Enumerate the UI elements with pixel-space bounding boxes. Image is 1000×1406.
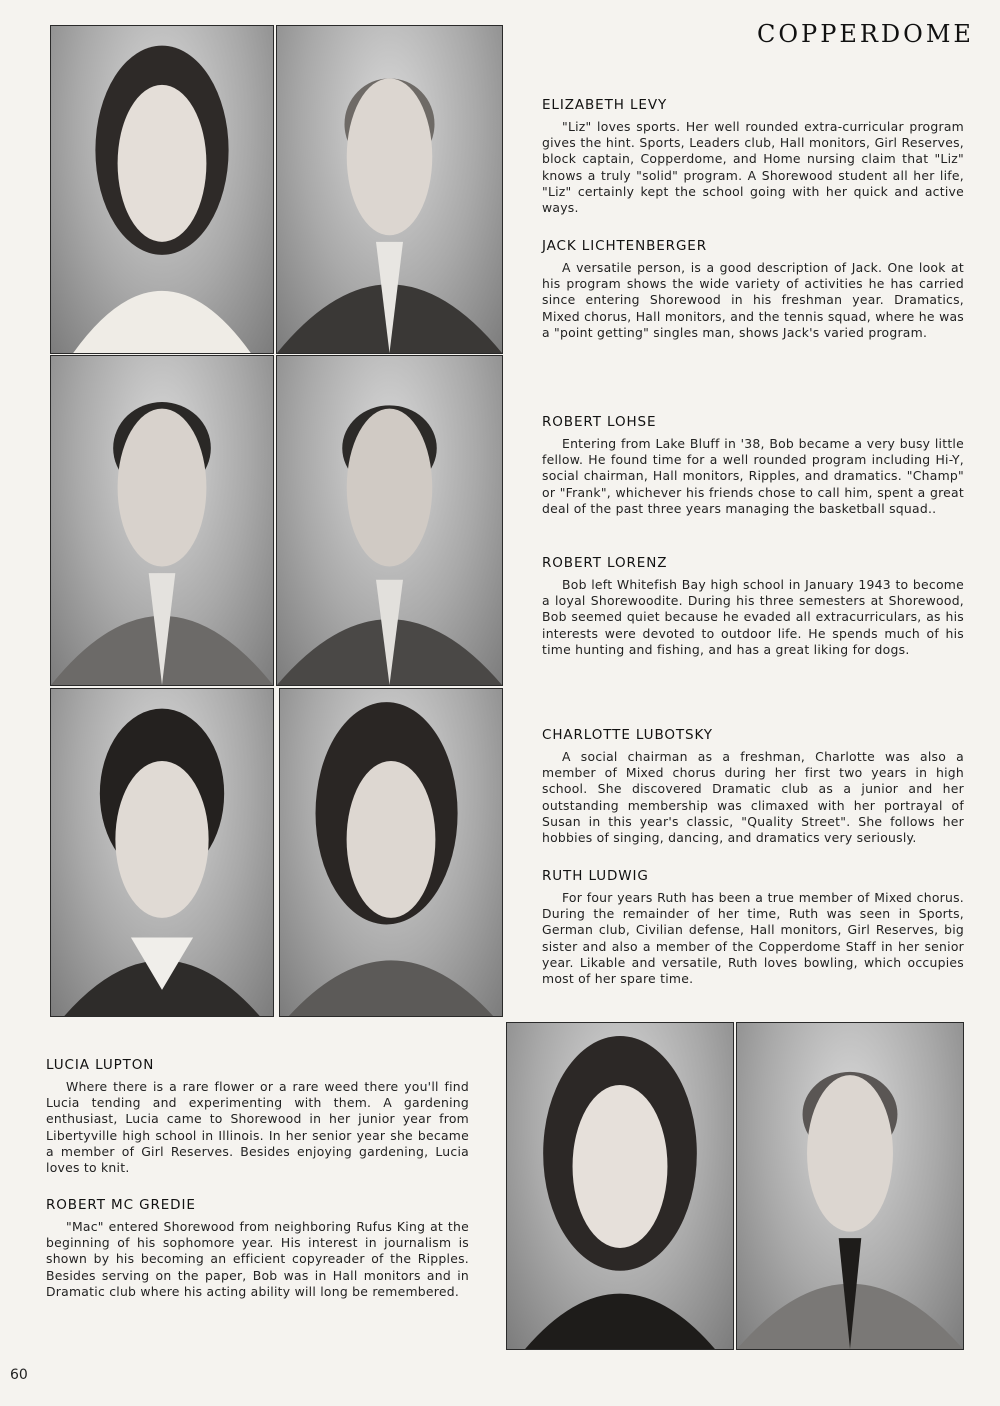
entry-name: CHARLOTTE LUBOTSKY <box>542 727 713 743</box>
entry-name: ROBERT MC GREDIE <box>46 1197 196 1213</box>
entry-name: ROBERT LOHSE <box>542 414 657 430</box>
entry-description: A social chairman as a freshman, Charlotte was also a member of Mixed chorus during her first two years in high school. She discovered Dramatic club as a junior and her outstanding membership was climaxed with her portrayal of Susan in this year's classic, "Quality Street". She follows her hobbies of singing, dancing, and dramatics very seriously. <box>542 749 964 846</box>
female-portrait-icon <box>51 26 273 353</box>
portrait-photo-charlotte-lubotsky <box>50 688 274 1017</box>
entry-description: Bob left Whitefish Bay high school in January 1943 to become a loyal Shorewoodite. During his three semesters at Shorewood, Bob seemed quiet because he evaded all extracurriculars, as his interests were devoted to outdoor life. He spends much of his time hunting and fishing, and has a great liking for dogs. <box>542 577 964 657</box>
male-portrait-icon <box>277 26 502 353</box>
female-portrait-icon <box>51 689 273 1016</box>
portrait-photo-jack-lichtenberger <box>276 25 503 354</box>
entry-name: RUTH LUDWIG <box>542 868 649 884</box>
entry-description: A versatile person, is a good description of Jack. One look at his program shows the wide variety of activities he has carried since entering Shorewood in his freshman year. Dramatics, Mixed chorus, Hall monitors, and the tennis squad, where he was a "point getting" singles man, shows Jack's varied program. <box>542 260 964 340</box>
female-portrait-icon <box>280 689 502 1016</box>
male-portrait-icon <box>737 1023 963 1349</box>
entry-description: "Liz" loves sports. Her well rounded extra-curricular program gives the hint. Sports, Leaders club, Hall monitors, Girl Reserves, block captain, Copperdome, and Home nursing claim that "Liz" knows a truly "solid" program. A Shorewood student all her life, "Liz" certainly kept the school going with her quick and active ways. <box>542 119 964 216</box>
portrait-photo-robert-mc-gredie <box>736 1022 964 1350</box>
male-portrait-icon <box>51 356 273 685</box>
entry-lucia-lupton <box>46 1057 469 1176</box>
entry-description: Entering from Lake Bluff in '38, Bob became a very busy little fellow. He found time for a well rounded program including Hi-Y, social chairman, Hall monitors, Ripples, and dramatics. "Champ" or "Frank", whichever his friends chose to call him, spent a great deal of the past three years managing the basketball squad.. <box>542 436 964 516</box>
entry-robert-mc-gredie <box>46 1197 469 1300</box>
portrait-photo-ruth-ludwig <box>279 688 503 1017</box>
portrait-photo-lucia-lupton <box>506 1022 734 1350</box>
portrait-photo-robert-lorenz <box>276 355 503 686</box>
page-header-title: COPPERDOME <box>757 20 974 48</box>
entry-description: Where there is a rare flower or a rare weed there you'll find Lucia tending and experimenting with them. A gardening enthusiast, Lucia came to Shorewood in her junior year from Libertyville high school in Illinois. In her senior year she became a member of Girl Reserves. Besides enjoying gardening, Lucia loves to knit. <box>46 1079 469 1176</box>
entry-ruth-ludwig <box>542 868 964 987</box>
entry-jack-lichtenberger <box>542 238 964 341</box>
entry-name: ELIZABETH LEVY <box>542 97 668 113</box>
entry-elizabeth-levy <box>542 97 964 216</box>
entry-robert-lorenz <box>542 555 964 658</box>
entry-charlotte-lubotsky <box>542 727 964 846</box>
entry-description: "Mac" entered Shorewood from neighboring Rufus King at the beginning of his sophomore year. His interest in journalism is shown by his becoming an efficient copyreader of the Ripples. Besides serving on the paper, Bob was in Hall monitors and in Dramatic club where his acting ability will long be remembered. <box>46 1219 469 1299</box>
portrait-photo-elizabeth-levy <box>50 25 274 354</box>
male-portrait-icon <box>277 356 502 685</box>
entry-name: ROBERT LORENZ <box>542 555 668 571</box>
entry-name: JACK LICHTENBERGER <box>542 238 708 254</box>
female-portrait-icon <box>507 1023 733 1349</box>
entry-name: LUCIA LUPTON <box>46 1057 155 1073</box>
portrait-photo-robert-lohse <box>50 355 274 686</box>
entry-description: For four years Ruth has been a true member of Mixed chorus. During the remainder of her time, Ruth was seen in Sports, German club, Civilian defense, Hall monitors, Girl Reserves, big sister and also a member of the Copperdome Staff in her senior year. Likable and versatile, Ruth loves bowling, which occupies most of her spare time. <box>542 890 964 987</box>
page-number: 60 <box>10 1367 28 1383</box>
entry-robert-lohse <box>542 414 964 517</box>
